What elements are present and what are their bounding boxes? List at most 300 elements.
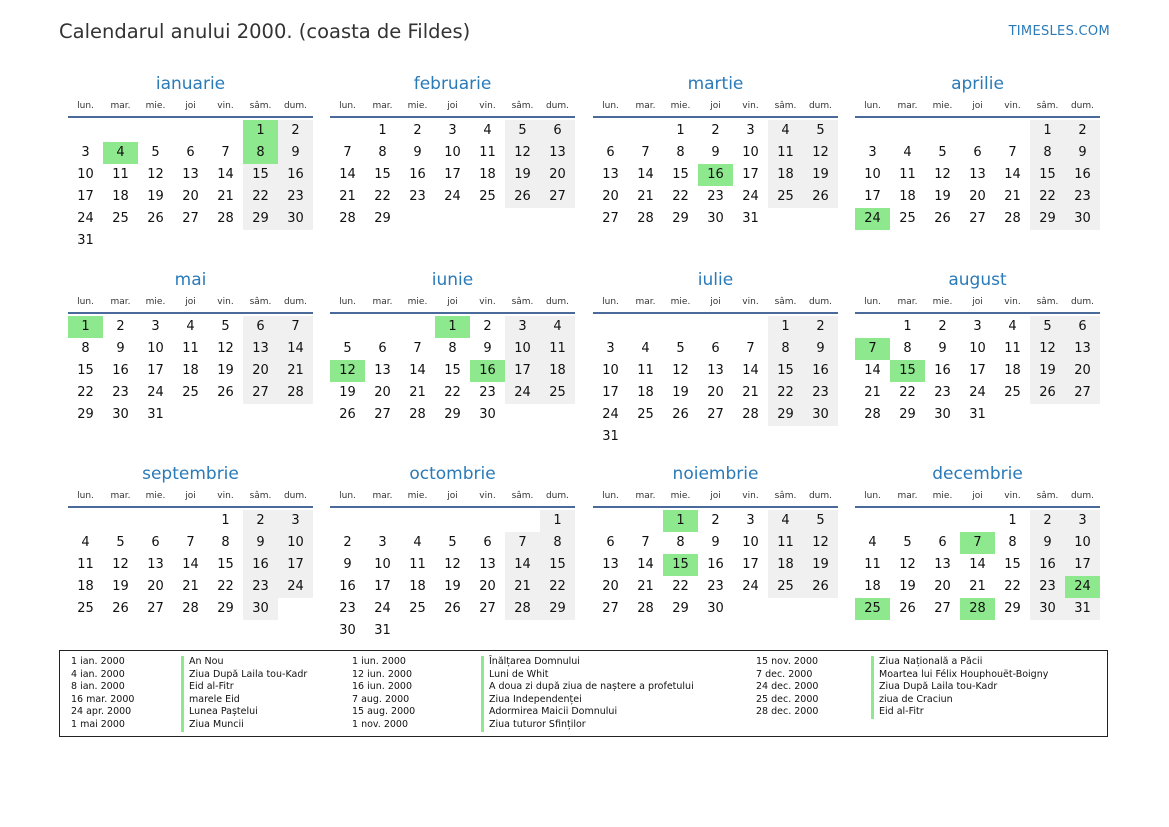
- holiday-day-cell: 7: [960, 532, 995, 554]
- day-cell: 17: [742, 557, 759, 572]
- day-cell: 16: [1030, 554, 1065, 576]
- holiday-day-cell: 24: [855, 208, 890, 230]
- day-cell: 6: [378, 341, 387, 356]
- day-cell: 28: [278, 382, 313, 404]
- empty-cell: [960, 510, 995, 532]
- month-name: noiembrie: [672, 464, 759, 484]
- day-cell: 28: [742, 407, 759, 422]
- holiday-day-cell: 15: [663, 554, 698, 576]
- day-cell: 11: [540, 338, 575, 360]
- weekday-label: vin.: [742, 491, 759, 501]
- day-cell: 20: [602, 579, 619, 594]
- day-cell: 25: [899, 211, 916, 226]
- day-cell: 1: [768, 316, 803, 338]
- holiday-date: 12 iun. 2000: [352, 668, 413, 680]
- day-cell: 27: [602, 211, 619, 226]
- day-cell: 30: [243, 598, 278, 620]
- day-cell: 7: [186, 535, 195, 550]
- day-cell: 13: [707, 363, 724, 378]
- day-cell: 25: [112, 211, 129, 226]
- day-cell: 21: [339, 189, 356, 204]
- weekday-label: sâm.: [1036, 101, 1059, 111]
- day-cell: 30: [707, 601, 724, 616]
- empty-cell: [103, 120, 138, 142]
- day-cell: 16: [339, 579, 356, 594]
- day-cell: 25: [540, 382, 575, 404]
- day-grid: [330, 316, 575, 426]
- day-cell: 7: [641, 535, 650, 550]
- day-cell: 21: [637, 189, 654, 204]
- day-cell: 1: [540, 510, 575, 532]
- day-cell: 26: [339, 407, 356, 422]
- holiday-name: Înălțarea Domnului: [481, 656, 694, 669]
- weekday-header: [855, 99, 1100, 113]
- day-cell: 5: [221, 319, 230, 334]
- day-cell: 22: [243, 186, 278, 208]
- weekday-label: vin.: [217, 491, 234, 501]
- empty-cell: [68, 120, 103, 142]
- empty-cell: [138, 510, 173, 532]
- weekday-label: lun.: [864, 297, 881, 307]
- day-cell: 23: [803, 382, 838, 404]
- day-cell: 3: [505, 316, 540, 338]
- weekday-label: lun.: [339, 101, 356, 111]
- day-cell: 25: [479, 189, 496, 204]
- day-cell: 23: [112, 385, 129, 400]
- day-cell: 9: [938, 341, 947, 356]
- day-cell: 23: [1065, 186, 1100, 208]
- holiday-name: Adormirea Maicii Domnului: [481, 706, 694, 719]
- day-cell: 27: [969, 211, 986, 226]
- day-cell: 9: [278, 142, 313, 164]
- day-cell: 9: [243, 532, 278, 554]
- day-cell: 2: [343, 535, 352, 550]
- empty-cell: [925, 510, 960, 532]
- month-iunie: [330, 267, 575, 426]
- day-cell: 30: [339, 623, 356, 638]
- day-cell: 8: [448, 341, 457, 356]
- day-cell: 4: [1008, 319, 1017, 334]
- day-cell: 21: [864, 385, 881, 400]
- day-grid: [855, 120, 1100, 230]
- empty-cell: [400, 316, 435, 338]
- holiday-name: An Nou: [181, 656, 307, 669]
- day-cell: 26: [505, 186, 540, 208]
- weekday-label: joi: [710, 101, 721, 111]
- day-cell: 13: [243, 338, 278, 360]
- day-cell: 24: [969, 385, 986, 400]
- weekday-label: vin.: [742, 297, 759, 307]
- day-cell: 9: [711, 145, 720, 160]
- holiday-name: Ziua Muncii: [181, 719, 307, 732]
- day-cell: 11: [112, 167, 129, 182]
- weekday-label: mie.: [670, 297, 691, 307]
- day-cell: 14: [969, 557, 986, 572]
- weekday-label: mar.: [372, 101, 393, 111]
- empty-cell: [505, 510, 540, 532]
- day-cell: 30: [1065, 208, 1100, 230]
- day-cell: 7: [746, 341, 755, 356]
- day-cell: 13: [479, 557, 496, 572]
- day-cell: 27: [934, 601, 951, 616]
- day-cell: 26: [803, 576, 838, 598]
- day-cell: 14: [637, 167, 654, 182]
- day-cell: 31: [374, 623, 391, 638]
- day-cell: 6: [540, 120, 575, 142]
- day-cell: 18: [112, 189, 129, 204]
- empty-cell: [330, 510, 365, 532]
- day-cell: 31: [1065, 598, 1100, 620]
- day-cell: 19: [112, 579, 129, 594]
- day-cell: 19: [444, 579, 461, 594]
- month-martie: [593, 71, 838, 230]
- empty-cell: [365, 316, 400, 338]
- month-name: august: [948, 270, 1007, 290]
- day-cell: 25: [768, 576, 803, 598]
- day-cell: 31: [147, 407, 164, 422]
- day-cell: 14: [1004, 167, 1021, 182]
- legend-dates-column: [352, 656, 415, 732]
- day-cell: 15: [243, 164, 278, 186]
- day-cell: 8: [676, 145, 685, 160]
- weekday-label: joi: [185, 297, 196, 307]
- weekday-label: joi: [710, 297, 721, 307]
- holiday-day-cell: 1: [663, 510, 698, 532]
- empty-cell: [470, 510, 505, 532]
- day-cell: 20: [182, 189, 199, 204]
- day-cell: 22: [444, 385, 461, 400]
- day-cell: 3: [448, 123, 457, 138]
- day-cell: 6: [186, 145, 195, 160]
- day-cell: 5: [803, 510, 838, 532]
- day-cell: 28: [339, 211, 356, 226]
- day-cell: 9: [711, 535, 720, 550]
- day-cell: 21: [505, 576, 540, 598]
- weekday-label: vin.: [1004, 297, 1021, 307]
- month-name: mai: [174, 270, 207, 290]
- day-cell: 8: [540, 532, 575, 554]
- weekday-label: sâm.: [511, 491, 534, 501]
- day-cell: 7: [413, 341, 422, 356]
- day-cell: 14: [505, 554, 540, 576]
- holiday-day-cell: 16: [698, 164, 733, 186]
- day-cell: 27: [374, 407, 391, 422]
- day-cell: 10: [505, 338, 540, 360]
- day-cell: 25: [182, 385, 199, 400]
- day-cell: 15: [77, 363, 94, 378]
- day-cell: 23: [479, 385, 496, 400]
- day-cell: 22: [768, 382, 803, 404]
- day-cell: 6: [711, 341, 720, 356]
- weekday-label: sâm.: [511, 101, 534, 111]
- weekday-label: lun.: [339, 491, 356, 501]
- day-cell: 19: [505, 164, 540, 186]
- day-cell: 5: [116, 535, 125, 550]
- weekday-label: vin.: [1004, 101, 1021, 111]
- weekday-label: lun.: [602, 101, 619, 111]
- day-cell: 29: [672, 211, 689, 226]
- day-cell: 24: [444, 189, 461, 204]
- weekday-label: vin.: [479, 101, 496, 111]
- weekday-label: mie.: [145, 297, 166, 307]
- day-cell: 11: [479, 145, 496, 160]
- day-cell: 20: [374, 385, 391, 400]
- day-cell: 22: [217, 579, 234, 594]
- page-title: Calendarul anului 2000. (coasta de Fildes): [59, 20, 471, 43]
- day-cell: 4: [186, 319, 195, 334]
- month-august: [855, 267, 1100, 426]
- day-cell: 17: [864, 189, 881, 204]
- day-cell: 28: [409, 407, 426, 422]
- weekday-label: joi: [710, 491, 721, 501]
- day-cell: 29: [1004, 601, 1021, 616]
- day-cell: 12: [672, 363, 689, 378]
- day-cell: 3: [378, 535, 387, 550]
- empty-cell: [103, 510, 138, 532]
- day-cell: 6: [606, 535, 615, 550]
- day-cell: 13: [934, 557, 951, 572]
- day-cell: 28: [505, 598, 540, 620]
- day-grid: [593, 510, 838, 620]
- day-cell: 30: [803, 404, 838, 426]
- weekday-label: mar.: [635, 101, 656, 111]
- day-cell: 18: [479, 167, 496, 182]
- day-cell: 4: [768, 510, 803, 532]
- day-cell: 21: [278, 360, 313, 382]
- weekday-header: [593, 489, 838, 503]
- weekday-header: [855, 489, 1100, 503]
- weekday-label: sâm.: [774, 491, 797, 501]
- empty-cell: [330, 316, 365, 338]
- day-cell: 21: [217, 189, 234, 204]
- holiday-date: 16 mar. 2000: [71, 693, 135, 705]
- weekday-label: mie.: [145, 491, 166, 501]
- day-cell: 20: [540, 164, 575, 186]
- holiday-date: 25 dec. 2000: [756, 693, 819, 705]
- day-cell: 24: [742, 189, 759, 204]
- day-cell: 28: [182, 601, 199, 616]
- day-cell: 3: [973, 319, 982, 334]
- header-rule: [330, 312, 575, 314]
- day-cell: 13: [182, 167, 199, 182]
- day-cell: 10: [969, 341, 986, 356]
- day-cell: 2: [711, 513, 720, 528]
- day-cell: 16: [278, 164, 313, 186]
- day-cell: 10: [1065, 532, 1100, 554]
- day-cell: 20: [243, 360, 278, 382]
- day-cell: 18: [864, 579, 881, 594]
- weekday-label: vin.: [1004, 491, 1021, 501]
- weekday-label: sâm.: [249, 491, 272, 501]
- weekday-label: sâm.: [1036, 491, 1059, 501]
- header-rule: [68, 312, 313, 314]
- day-grid: [593, 316, 838, 448]
- weekday-label: mar.: [897, 101, 918, 111]
- holiday-day-cell: 28: [960, 598, 995, 620]
- day-cell: 15: [1030, 164, 1065, 186]
- month-name: martie: [687, 74, 744, 94]
- day-cell: 15: [374, 167, 391, 182]
- month-decembrie: [855, 461, 1100, 620]
- day-cell: 20: [969, 189, 986, 204]
- day-cell: 17: [742, 167, 759, 182]
- holiday-date: 8 ian. 2000: [71, 681, 125, 693]
- day-cell: 4: [413, 535, 422, 550]
- day-cell: 19: [672, 385, 689, 400]
- weekday-label: dum.: [1070, 297, 1095, 307]
- day-cell: 30: [278, 208, 313, 230]
- empty-cell: [628, 316, 663, 338]
- day-cell: 19: [1030, 360, 1065, 382]
- day-cell: 3: [746, 513, 755, 528]
- day-cell: 16: [803, 360, 838, 382]
- day-cell: 6: [151, 535, 160, 550]
- day-cell: 6: [938, 535, 947, 550]
- holiday-name: Eid al-Fitr: [871, 706, 1048, 719]
- day-cell: 19: [217, 363, 234, 378]
- holiday-name: Ziua Independenței: [481, 694, 694, 707]
- empty-cell: [925, 120, 960, 142]
- day-cell: 26: [803, 186, 838, 208]
- weekday-label: lun.: [77, 297, 94, 307]
- day-cell: 12: [934, 167, 951, 182]
- month-name: februarie: [413, 74, 492, 94]
- weekday-label: sâm.: [511, 297, 534, 307]
- header-rule: [855, 506, 1100, 508]
- weekday-label: dum.: [283, 297, 308, 307]
- day-cell: 28: [637, 211, 654, 226]
- month-name: iulie: [697, 270, 734, 290]
- day-grid: [68, 120, 313, 252]
- day-cell: 24: [147, 385, 164, 400]
- day-cell: 3: [151, 319, 160, 334]
- weekday-label: mar.: [897, 491, 918, 501]
- holiday-day-cell: 12: [330, 360, 365, 382]
- holiday-name: A doua zi după ziua de naștere a profetului: [481, 681, 694, 694]
- weekday-label: joi: [185, 491, 196, 501]
- day-cell: 23: [707, 579, 724, 594]
- day-cell: 12: [112, 557, 129, 572]
- day-cell: 7: [221, 145, 230, 160]
- day-cell: 7: [278, 316, 313, 338]
- day-cell: 12: [803, 532, 838, 554]
- day-cell: 9: [1030, 532, 1065, 554]
- day-cell: 9: [413, 145, 422, 160]
- day-cell: 14: [742, 363, 759, 378]
- weekday-header: [68, 489, 313, 503]
- day-cell: 20: [147, 579, 164, 594]
- empty-cell: [365, 510, 400, 532]
- day-cell: 8: [221, 535, 230, 550]
- empty-cell: [208, 120, 243, 142]
- holiday-name: Eid al-Fitr: [181, 681, 307, 694]
- day-cell: 1: [903, 319, 912, 334]
- header-rule: [68, 116, 313, 118]
- weekday-label: mie.: [407, 491, 428, 501]
- day-cell: 21: [1004, 189, 1021, 204]
- weekday-label: dum.: [545, 297, 570, 307]
- holiday-name: marele Eid: [181, 694, 307, 707]
- day-cell: 11: [77, 557, 94, 572]
- weekday-label: vin.: [742, 101, 759, 111]
- holiday-name: Lunea Paștelui: [181, 706, 307, 719]
- day-cell: 25: [77, 601, 94, 616]
- day-cell: 22: [1004, 579, 1021, 594]
- brand-link[interactable]: TIMESLES.COM: [1008, 24, 1110, 39]
- day-cell: 7: [641, 145, 650, 160]
- day-grid: [855, 510, 1100, 620]
- day-cell: 20: [934, 579, 951, 594]
- weekday-label: joi: [185, 101, 196, 111]
- day-cell: 20: [602, 189, 619, 204]
- holiday-day-cell: 8: [243, 142, 278, 164]
- day-cell: 16: [707, 557, 724, 572]
- day-cell: 29: [1030, 208, 1065, 230]
- empty-cell: [733, 316, 768, 338]
- holiday-day-cell: 1: [435, 316, 470, 338]
- day-cell: 29: [77, 407, 94, 422]
- day-cell: 15: [672, 167, 689, 182]
- day-cell: 2: [938, 319, 947, 334]
- empty-cell: [890, 120, 925, 142]
- holiday-name: Ziua Națională a Păcii: [871, 656, 1048, 669]
- day-cell: 6: [606, 145, 615, 160]
- weekday-label: dum.: [283, 101, 308, 111]
- empty-cell: [593, 120, 628, 142]
- day-cell: 5: [676, 341, 685, 356]
- day-cell: 19: [147, 189, 164, 204]
- day-cell: 24: [278, 576, 313, 598]
- day-cell: 2: [1065, 120, 1100, 142]
- day-cell: 26: [672, 407, 689, 422]
- empty-cell: [995, 120, 1030, 142]
- day-cell: 23: [934, 385, 951, 400]
- day-cell: 14: [182, 557, 199, 572]
- weekday-label: mar.: [897, 297, 918, 307]
- day-cell: 27: [540, 186, 575, 208]
- day-cell: 9: [483, 341, 492, 356]
- day-cell: 8: [903, 341, 912, 356]
- day-cell: 25: [637, 407, 654, 422]
- header-rule: [855, 116, 1100, 118]
- day-cell: 12: [803, 142, 838, 164]
- day-cell: 13: [969, 167, 986, 182]
- day-cell: 17: [147, 363, 164, 378]
- day-cell: 8: [378, 145, 387, 160]
- day-cell: 22: [672, 189, 689, 204]
- day-cell: 27: [707, 407, 724, 422]
- weekday-label: lun.: [864, 491, 881, 501]
- day-cell: 18: [637, 385, 654, 400]
- header-rule: [593, 506, 838, 508]
- day-cell: 24: [602, 407, 619, 422]
- day-cell: 11: [768, 532, 803, 554]
- holiday-date: 4 ian. 2000: [71, 668, 125, 680]
- day-cell: 13: [602, 557, 619, 572]
- weekday-label: dum.: [545, 101, 570, 111]
- day-cell: 28: [864, 407, 881, 422]
- day-cell: 13: [374, 363, 391, 378]
- empty-cell: [593, 316, 628, 338]
- empty-cell: [855, 120, 890, 142]
- holiday-date: 28 dec. 2000: [756, 706, 819, 718]
- empty-cell: [593, 510, 628, 532]
- day-grid: [330, 510, 575, 642]
- month-name: aprilie: [951, 74, 1004, 94]
- holiday-date: 24 apr. 2000: [71, 706, 132, 718]
- day-cell: 11: [182, 341, 199, 356]
- weekday-label: sâm.: [774, 101, 797, 111]
